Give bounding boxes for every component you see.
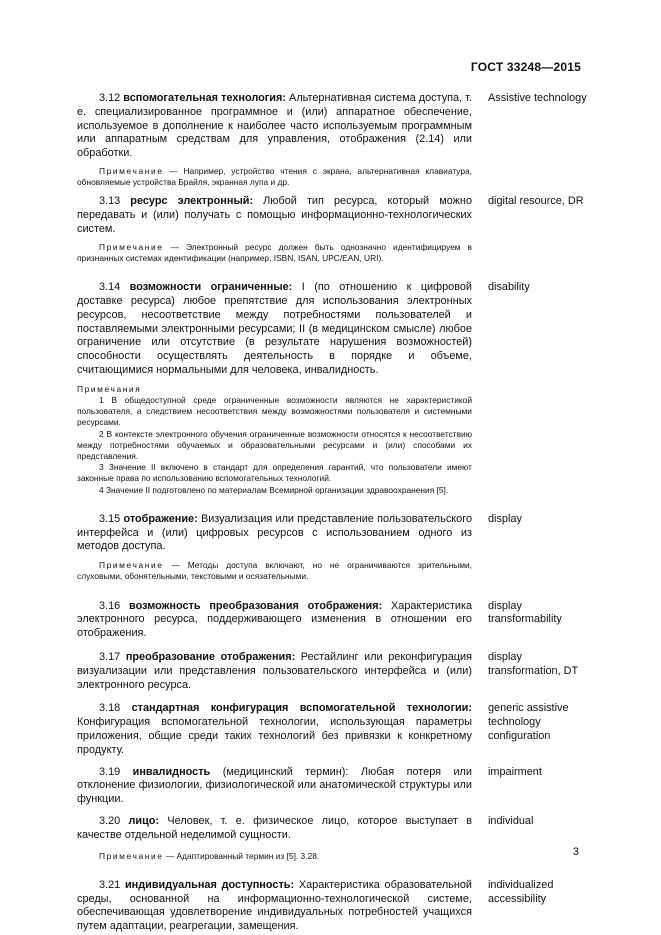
term-number: 3.13: [99, 195, 121, 208]
note-item: 4 Значение II подготовлено по материалам Всемирной организации здравоохранения [5].: [99, 484, 449, 495]
english-term: individual: [488, 814, 534, 827]
english-term: display transformation, DT: [488, 650, 579, 677]
term-number: 3.17: [99, 650, 121, 663]
term-number: 3.20: [99, 814, 121, 827]
term-name: ресурс электронный:: [130, 195, 254, 208]
term-name: вспомогательная технология:: [123, 92, 286, 104]
term-entry-3-19: [77, 766, 582, 807]
english-term: impairment: [488, 765, 542, 778]
term-number: 3.19: [99, 765, 121, 778]
definition-text: Любой тип ресурса, который можно передавать и (или) получать с помощью информационно-технологических систем.: [77, 195, 472, 235]
term-number: 3.21: [99, 878, 121, 891]
english-term: digital resource, DR: [488, 195, 584, 208]
notes-label: Примечания: [77, 383, 142, 394]
terms-list: [77, 92, 587, 934]
term-name: преобразование отображения:: [125, 650, 296, 663]
term-entry-3-14: [77, 281, 582, 496]
english-term: display transformability: [488, 599, 562, 626]
note-text: — Методы доступа включают, но не ограничиваются зрительными, слуховыми, обонятельными, текстовыми и осязательными.: [77, 560, 472, 582]
definition-text: Человек, т. е. физическое лицо, которое выступает в качестве отдельной неделимой сущности.: [77, 814, 472, 841]
term-entry-3-15: [77, 513, 582, 583]
note-text: — Адаптированный термин из [5]. 3.28.: [163, 850, 320, 861]
term-name: инвалидность: [132, 765, 211, 778]
definition-text: (медицинский термин): Любая потеря или отклонение физиологии, физиологической или анатомической структуры или функции.: [77, 765, 472, 806]
definition-text: Рестайлинг или реконфигурация визуализации или представления пользовательского интерфейса и (или) электронного ресурса.: [77, 650, 472, 691]
term-entry-3-13: [77, 195, 582, 264]
term-name: возможность преобразования отображения:: [129, 599, 383, 612]
note: [77, 851, 472, 862]
term-number: 3.12: [99, 92, 121, 104]
definition: [77, 513, 472, 554]
note-label: Примечание: [99, 850, 164, 861]
english-term: display: [488, 512, 522, 525]
english-term: individualized accessibility: [488, 878, 554, 905]
definition: [77, 195, 472, 236]
definition: [77, 815, 472, 843]
term-number: 3.18: [99, 702, 121, 715]
definition: [77, 600, 472, 641]
notes-block: [77, 384, 472, 496]
definition: [77, 651, 472, 692]
definition-text: Визуализация или представление пользовательского интерфейса и (или) цифровых ресурсов с использованием одного из методов доступа.: [77, 512, 473, 553]
term-name: стандартная конфигурация вспомогательной технологии:: [131, 702, 473, 715]
note-item: 1 В общедоступной среде ограниченные возможности являются не характеристикой пользователя, а следствием несоответствия между возможностями пользователя и системными ресурсами.: [77, 394, 472, 428]
definition-text: Характеристика электронного ресурса, поддерживающего изменения в отношении его отображения.: [77, 599, 472, 640]
note: [77, 166, 472, 188]
term-number: 3.16: [99, 599, 121, 612]
note-label: Примечание: [99, 165, 164, 176]
note-text: — Например, устройство чтения с экрана, альтернативная клавиатура, обновляемые устройства Брайля, экранная лупа и др.: [77, 165, 472, 188]
definition-text: Характеристика образовательной среды, основанной на информационно-технологической системе, обеспечивающая удовлетворение индивидуальных потребностей учащихся путем адаптации, реагрегации, замещения.: [77, 878, 472, 933]
term-entry-3-16: [77, 600, 582, 641]
note: [77, 242, 472, 264]
term-entry-3-20: [77, 815, 582, 862]
term-name: индивидуальная доступность:: [124, 878, 295, 891]
document-header: ГОСТ 33248—2015: [470, 60, 581, 74]
term-number: 3.14: [99, 281, 121, 294]
english-term: Assistive technology: [488, 92, 587, 104]
definition-text: Альтернативная система доступа, т. е. специализированное программное и (или) аппаратное обеспечение, используемое в дополнение к наиболее часто используемым программным или аппаратным средствам для управления, отображения (2.14) или обработки.: [77, 92, 472, 160]
definition: [77, 879, 472, 934]
note-label: Примечание: [99, 560, 164, 571]
definition-text: Конфигурация вспомогательной технологии, использующая параметры приложения, общие среди таких технологий без привязки к конкретному продукту.: [77, 716, 472, 756]
term-entry-3-12: [77, 92, 587, 188]
definition-text: I (по отношению к цифровой доставке ресурса) любое препятствие для использования электронных ресурсов, несоответствие между потребностями пользователей и поставляемыми электронными ресурсами; II (в медицинском смысле) любое ограничение или отсутствие (в результате нарушения возможностей) способности осуществлять деятельность в порядке и объеме, считающимися нормальными для человека, инвалидность.: [77, 281, 473, 376]
term-entry-3-21: [77, 879, 582, 934]
page-number: 3: [572, 846, 579, 858]
note-text: — Электронный ресурс должен быть однозначно идентифицируем в признанных системах идентификации (например, ISBN, ISAN, UPC/EAN, URI).: [77, 241, 472, 263]
term-name: отображение:: [123, 512, 198, 525]
term-entry-3-18: [77, 702, 582, 757]
note: [77, 560, 472, 582]
english-term: generic assistive technology configuration: [488, 702, 569, 742]
definition: [77, 766, 472, 807]
definition: [77, 702, 472, 757]
note-item: 2 В контексте электронного обучения ограниченные возможности относятся к несоответствию между потребностями обучаемых и образовательными ресурсами и (или) способами их представления.: [77, 428, 472, 461]
term-number: 3.15: [99, 512, 121, 525]
term-entry-3-17: [77, 651, 582, 692]
definition: [77, 281, 472, 378]
term-name: лицо:: [128, 814, 160, 827]
note-item: 3 Значение II включено в стандарт для определения гарантий, что пользователи имеют законные права по использованию вспомогательных технологий.: [77, 462, 472, 484]
note-label: Примечание: [99, 241, 164, 252]
term-name: возможности ограниченные:: [129, 281, 293, 294]
definition: [77, 92, 472, 161]
english-term: disability: [488, 281, 530, 294]
